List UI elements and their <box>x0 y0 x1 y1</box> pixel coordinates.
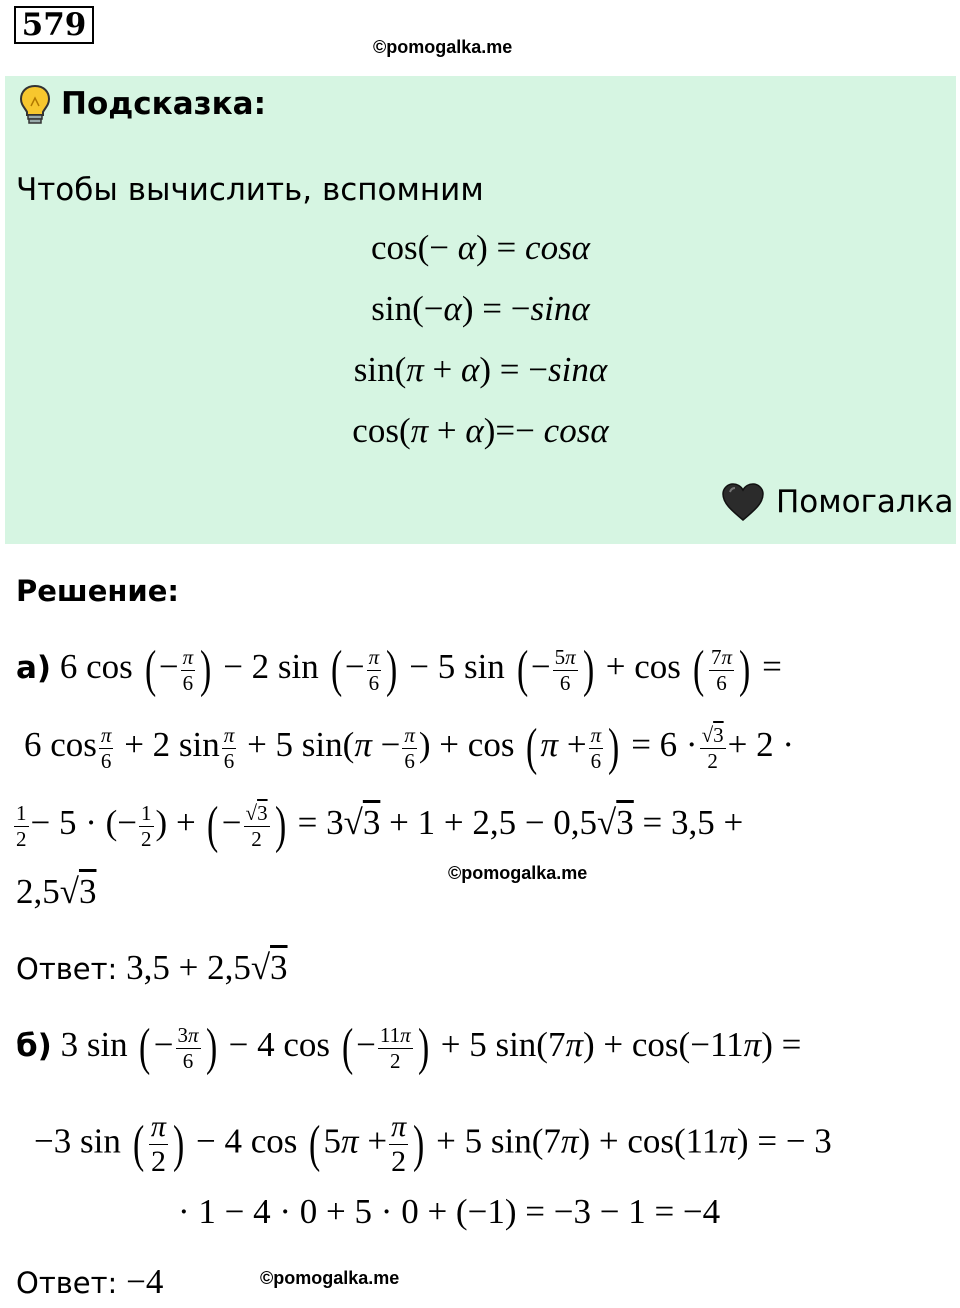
heart-icon <box>721 482 765 522</box>
answer-label: Ответ: <box>16 952 118 986</box>
part-a-line-2: 6 cos $\frac{\pi}{6}$ + 2 sin $\frac{\pi}{6}$ + 5 sin(π − $\frac{\pi}{6}$ ) + cos (π + $\frac{\pi}{6}$ ) = 6 · $\frac{√3}{2}$ + 2 · <box>24 719 795 776</box>
brand-name: Помогалка <box>776 484 954 520</box>
watermark: ©pomogalka.me <box>260 1268 400 1288</box>
part-a-line-1: а) 6 cos (− $\frac{\pi}{6}$ ) − 2 sin (− $\frac{\pi}{6}$ ) − 5 sin (− $\frac{5\pi}{6}$ ) + cos ( $\frac{7\pi}{6}$ ) = <box>16 641 782 698</box>
solution-heading: Решение: <box>16 574 180 608</box>
part-a-line-3: $\frac{1}{2}$ − 5 · (− $\frac{1}{2}$ ) + (− $\frac{√3}{2}$ ) = 3√3 + 1 + 2,5 − 0,5√3 = 3,5 + <box>16 797 744 854</box>
formula-cos-neg: cos(− α) = cosα <box>370 228 591 267</box>
hint-intro: Чтобы вычислить, вспомним <box>16 172 484 208</box>
part-b-line-1: б) 3 sin (− $\frac{3\pi}{6}$ ) − 4 cos (− $\frac{11\pi}{2}$ ) + 5 sin(7π) + cos(−11π) = <box>16 1019 802 1076</box>
lightbulb-icon <box>19 84 51 126</box>
formula-sin-pi: sin(π + α) = −sinα <box>353 350 608 389</box>
problem-number: 579 <box>14 6 94 44</box>
formula-sin-neg: sin(−α) = −sinα <box>371 289 590 328</box>
part-a-answer: Ответ: 3,5 + 2,5√3 <box>16 948 288 987</box>
hint-box <box>5 76 956 544</box>
formula-cos-pi: cos(π + α)=− cosα <box>352 411 609 450</box>
part-a-label: а) <box>16 650 52 687</box>
hint-title: Подсказка: <box>61 86 266 122</box>
watermark: ©pomogalka.me <box>448 863 588 883</box>
answer-label: Ответ: <box>16 1266 118 1300</box>
answer-value: −4 <box>126 1262 164 1301</box>
part-b-line-3: · 1 − 4 · 0 + 5 · 0 + (−1) = −3 − 1 = −4 <box>178 1192 721 1231</box>
part-b-answer <box>16 1262 163 1302</box>
part-a-line-4: 2,5√3 <box>16 872 97 911</box>
watermark: ©pomogalka.me <box>373 37 513 57</box>
part-b-label: б) <box>16 1028 52 1065</box>
part-b-line-2: −3 sin ( $\frac{\pi}{2}$ ) − 4 cos (5π + $\frac{\pi}{2}$ ) + 5 sin(7π) + cos(11π) = − 3 <box>34 1110 832 1178</box>
